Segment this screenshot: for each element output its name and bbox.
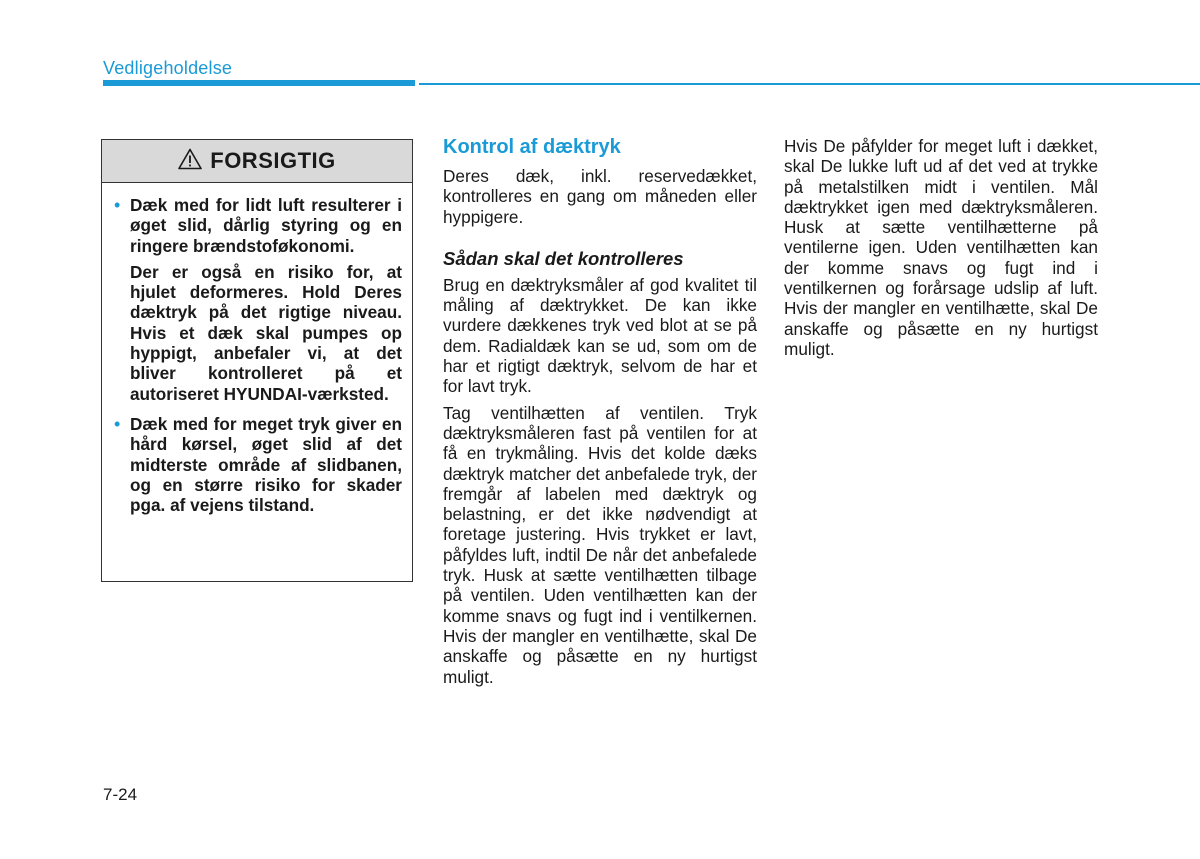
- main-column: [443, 134, 757, 693]
- caution-bullet: [114, 195, 402, 410]
- caution-paragraph: Der er også en risiko for, at hjulet deformeres. Hold Deres dæktryk på det rigtige niveau. Hvis et dæk skal pumpes op hyppigt, anbefaler vi, at det bliver kontrolleret på et autoriseret HYUNDAI-værksted.: [130, 261, 402, 404]
- section-title: Vedligeholdelse: [103, 58, 233, 78]
- intro-paragraph: Deres dæk, inkl. reservedækket, kontrolleres en gang om måneden eller hyppigere.: [443, 166, 757, 227]
- bullet-dot: •: [114, 195, 121, 215]
- page-number: 7-24: [103, 785, 138, 804]
- caution-body: [102, 183, 412, 521]
- caution-paragraph: Dæk med for lidt luft resulterer i øget slid, dårlig styring og en ringere brændstoføkonomi.: [130, 195, 402, 256]
- warning-triangle-icon: [178, 148, 202, 175]
- header-rule-thin: [419, 83, 1200, 85]
- caution-bullet: [114, 414, 402, 521]
- header-rule-thick: [103, 80, 415, 86]
- right-column: [784, 136, 1098, 365]
- caution-title: FORSIGTIG: [210, 148, 336, 173]
- body-paragraph: Hvis De påfylder for meget luft i dækket, skal De lukke luft ud af det ved at trykke på metalstilken midt i ventilen. Mål dæktrykket igen med dæktryksmåleren. Husk at sætte ventilhætterne på ventilerne igen. Uden ventilhætten kan der komme snavs og fugt ind i ventilkernen og forårsage udslip af luft. Hvis der mangler en ventilhætte, skal De anskaffe og påsætte en ny hurtigst muligt.: [784, 136, 1098, 359]
- caution-header: [102, 140, 412, 183]
- caution-paragraph: Dæk med for meget tryk giver en hård kørsel, øget slid af det midterste område af slidbanen, og en større risiko for skader pga. af vejens tilstand.: [130, 413, 402, 516]
- section-heading: Kontrol af dæktryk: [443, 136, 621, 158]
- body-paragraph: Tag ventilhætten af ventilen. Tryk dæktryksmåleren fast på ventilen for at få en trykmåling. Hvis det kolde dæks dæktryk matcher det anbefalede tryk, der fremgår af labelen med dæktryk og belastning, er det ikke nødvendigt at foretage justering. Hvis trykket er lavt, påfyldes luft, indtil De når det anbefalede tryk. Husk at sætte ventilhætten tilbage på ventilen. Uden ventilhætten kan der komme snavs og fugt ind i ventilkernen. Hvis der mangler en ventilhætte, skal De anskaffe og påsætte en ny hurtigst muligt.: [443, 402, 757, 687]
- caution-box: [101, 139, 413, 582]
- bullet-dot: •: [114, 413, 121, 434]
- subheading: Sådan skal det kontrolleres: [443, 247, 684, 269]
- body-paragraph: Brug en dæktryksmåler af god kvalitet til måling af dæktrykket. De kan ikke vurdere dækkenes tryk ved blot at se på dem. Radialdæk kan se ud, som om de har et rigtigt dæktryk, selvom de har et for lavt tryk.: [443, 274, 757, 397]
